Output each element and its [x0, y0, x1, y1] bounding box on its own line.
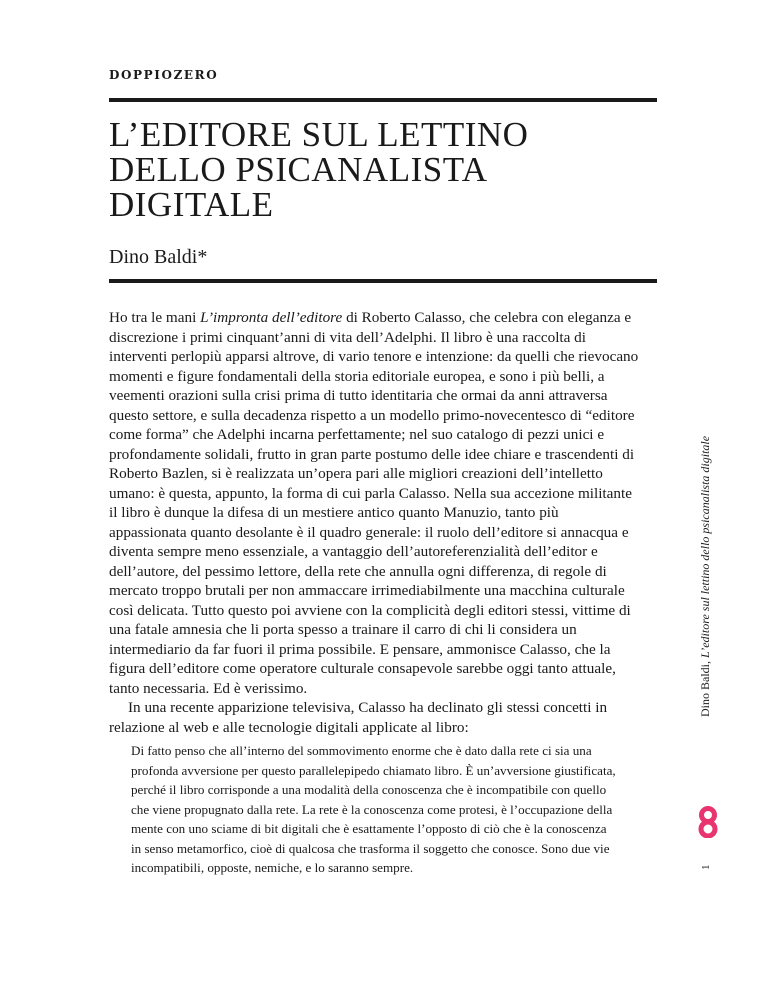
quote-line: Di fatto penso che all’interno del sommovimento enorme che è dato dalla rete ci sia una — [131, 743, 592, 758]
article-title — [109, 117, 649, 222]
top-rule — [109, 98, 657, 102]
publisher-masthead: doppiozero — [109, 64, 219, 84]
body-line: come forma” che Adelphi incarna perfettamente; nel suo catalogo di pezzi unici e — [109, 426, 605, 443]
body-line: figura dell’editore come operatore culturale consapevole sarebbe oggi tanto attuale, — [109, 660, 616, 677]
quote-line: mente con uno sciame di bit digitali che è esattamente l’opposto di ciò che è la conoscenza — [131, 821, 607, 836]
body-line: mercato troppo brutali per non ammaccare irrimediabilmente una macchina culturale — [109, 582, 625, 599]
quote-line: in senso metamorfico, cioè di qualcosa che trasforma il soggetto che conosce. Sono due vie — [131, 840, 610, 856]
running-head-title: L’editore sul lettino dello psicanalista digitale — [698, 435, 712, 658]
page-number: 1 — [700, 864, 712, 870]
body-line: veementi orazioni sulla crisi prima di tutto identitaria che ormai da anni attraversa — [109, 387, 608, 404]
article-author: Dino Baldi* — [109, 246, 208, 268]
quote-line: profonda avversione per questo parallelepipedo chiamato libro. È un’avversione giustificata, — [131, 762, 616, 778]
quote-line: che viene propugnato dalla rete. La rete è la conoscenza come protesi, è l’occupazione della — [131, 801, 613, 817]
running-head-author: Dino Baldi, — [698, 658, 712, 717]
body-line: discrezione i primi cinquant’anni di vita dell’Adelphi. Il libro è una raccolta di — [109, 328, 586, 346]
title-line: DIGITALE — [109, 185, 274, 224]
body-line: intermediario da far fuori il prima possibile. E pensare, ammonisce Calasso, che la — [109, 640, 611, 658]
title-line: DELLO PSICANALISTA — [109, 150, 488, 189]
block-quote — [131, 741, 661, 878]
body-line: diventa sempre meno essenziale, a vantaggio dell’autoreferenzialità dell’editor e — [109, 543, 598, 560]
body-line: dell’autore, del pessimo lettore, della rete che annulla ogni differenza, di regole di — [109, 562, 607, 580]
quote-line: incompatibili, opposte, nemiche, e lo saranno sempre. — [131, 860, 414, 875]
body-line: umano: è questa, appunto, la forma di cui parla Calasso. Nella sua accezione militante — [109, 484, 632, 502]
quote-line: perché il libro corrisponde a una modalità della conoscenza che è incompatibile con quello — [131, 782, 607, 797]
body-line: questo settore, e sulla decadenza rispetto a un modello primo-novecentesco di “editore — [109, 406, 635, 424]
running-head — [698, 257, 713, 717]
body-line: momenti e figure fondamentali della storia editoriale europea, e sono i più belli, a — [109, 367, 605, 385]
body-line: tanto necessaria. Ed è verissimo. — [109, 679, 308, 697]
body-line: una fatale amnesia che li porta spesso a trainare il carro di chi li considera un — [109, 621, 577, 638]
body-line: così delicata. Tutto questo poi avviene con la complicità degli editori stessi, vittime di — [109, 601, 631, 619]
body-line: relazione al web e alle tecnologie digitali applicate al libro: — [109, 718, 469, 736]
body-line: In una recente apparizione televisiva, Calasso ha declinato gli stessi concetti in — [128, 699, 608, 716]
doppiozero-8-logo-icon — [696, 806, 720, 838]
body-line: il libro è dunque la difesa di un mestiere antico quanto Manuzio, tanto più — [109, 504, 559, 521]
book-title: L’impronta dell’editore — [200, 309, 343, 326]
body-line: Roberto Bazlen, si è realizzata un’opera pari alle migliori creazioni dell’intelletto — [109, 465, 603, 482]
body-line: interventi perlopiù apparsi altrove, di vario tenore e intenzione: da quelli che rievocano — [109, 348, 639, 365]
article-body — [109, 308, 657, 737]
body-line: profondamente solidali, frutto in gran parte postumo delle idee chiare e trascendenti di — [109, 445, 635, 463]
title-line: L’EDITORE SUL LETTINO — [109, 115, 529, 154]
body-line: Ho tra le mani L’impronta dell’editore di Roberto Calasso, che celebra con eleganza e — [109, 309, 632, 326]
bottom-rule — [109, 279, 657, 283]
body-line: appassionata quanto desolante è il quadro generale: il ruolo dell’editore si annacqua e — [109, 523, 629, 541]
